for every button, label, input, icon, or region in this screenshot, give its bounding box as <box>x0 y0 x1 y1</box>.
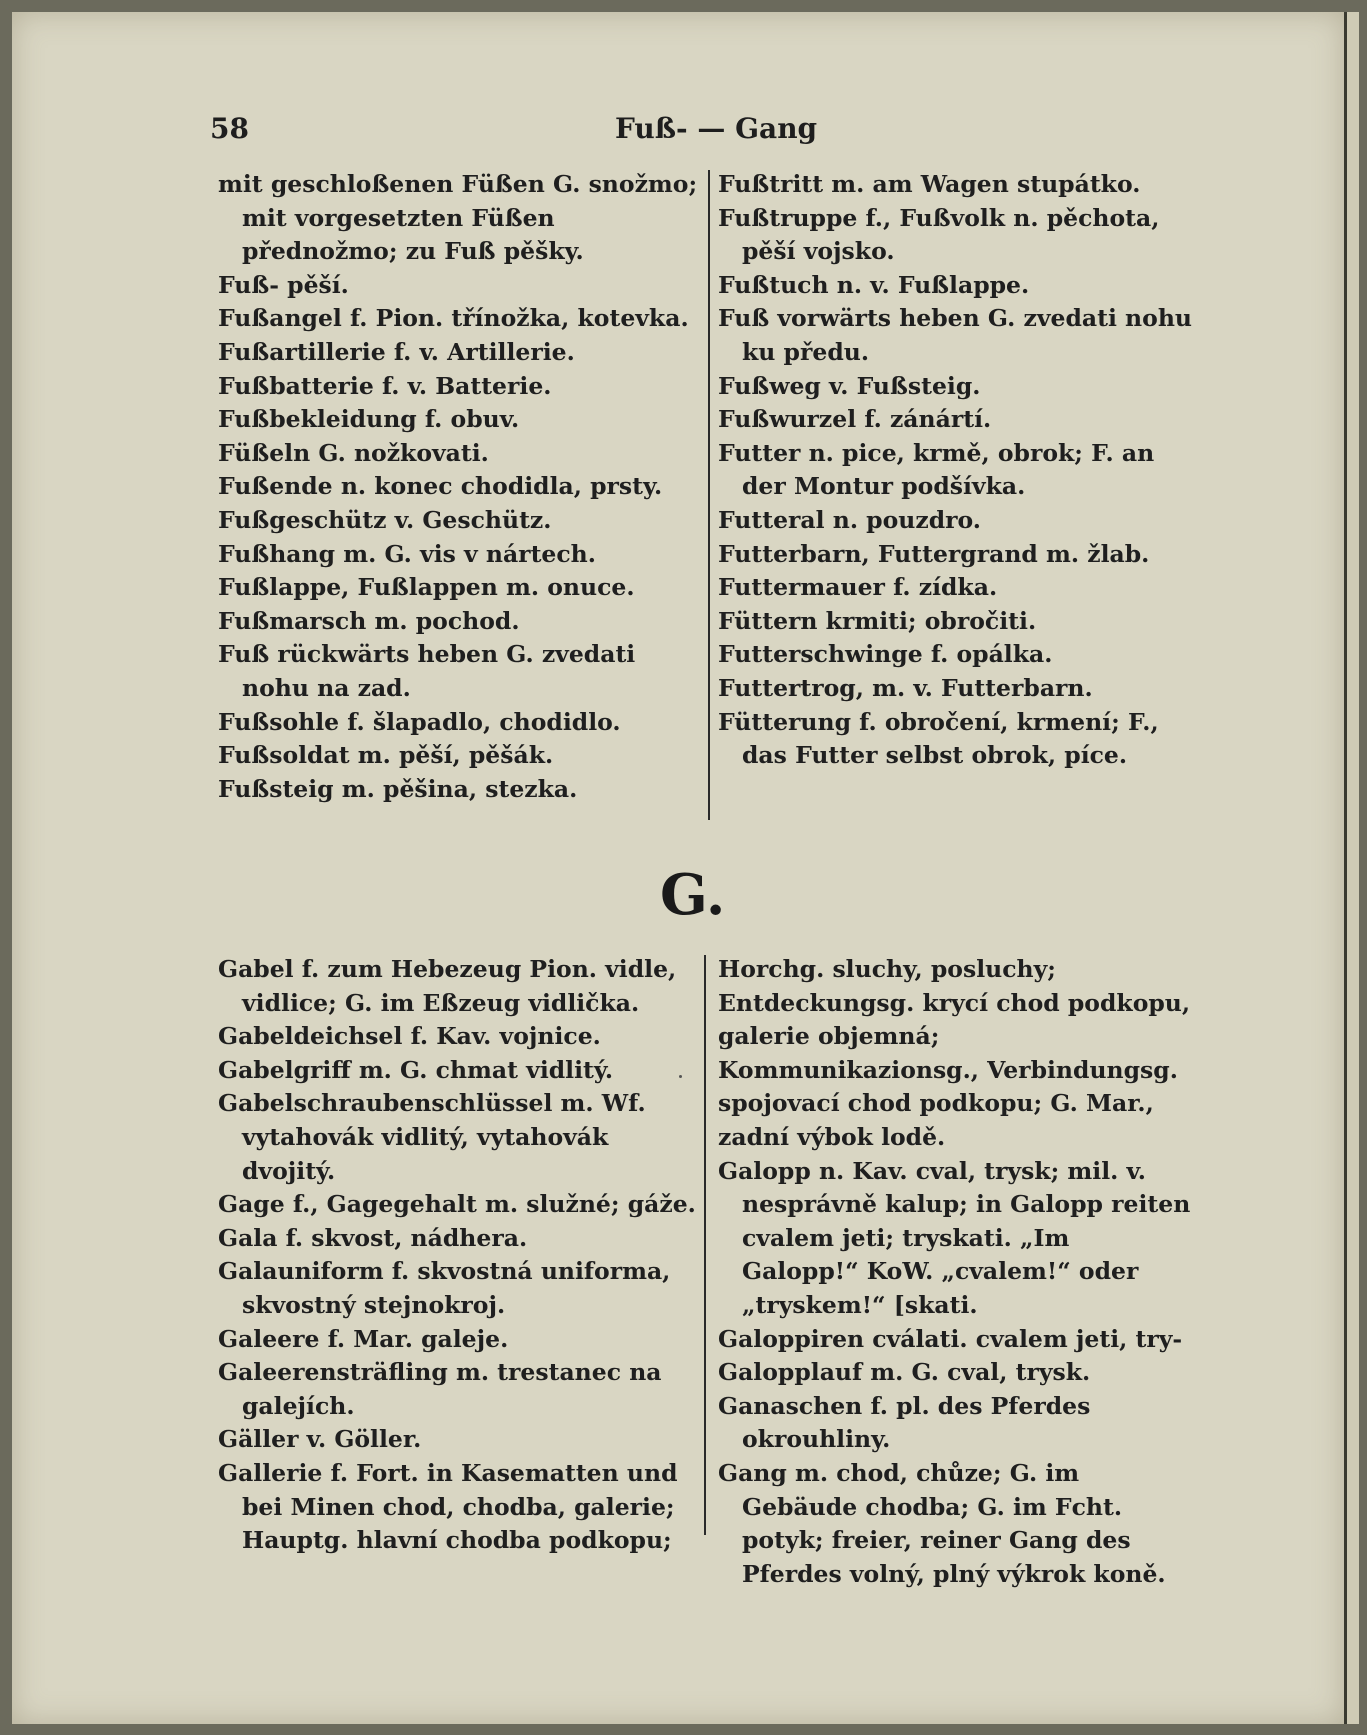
entry: Fußsteig m. pěšina, stezka. <box>218 774 578 803</box>
entry: Fußlappe, Fußlappen m. onuce. <box>218 573 635 602</box>
entry: Fuß- pěší. <box>218 270 349 299</box>
entry: Futtermauer f. zídka. <box>718 573 998 602</box>
entry: Futterschwinge f. opálka. <box>718 640 1053 669</box>
entry: Galeerensträfling m. trestanec na galejích. <box>218 1358 662 1420</box>
entry: Gabeldeichsel f. Kav. vojnice. <box>218 1022 601 1051</box>
entry: Gabelschraubenschlüssel m. Wf. vytahovák vidlitý, vytahovák dvojitý. <box>218 1089 646 1185</box>
entry: Gala f. skvost, nádhera. <box>218 1223 528 1252</box>
print-speck <box>679 1075 682 1078</box>
entry: Gabel f. zum Hebezeug Pion. vidle, vidlice; G. im Eßzeug vidlička. <box>218 955 677 1017</box>
entry: Fußende n. konec chodidla, prsty. <box>218 472 663 501</box>
page-edge <box>1344 12 1359 1724</box>
entry: Futteral n. pouzdro. <box>718 505 981 534</box>
column-divider <box>708 170 710 820</box>
entry: Fußtuch n. v. Fußlappe. <box>718 270 1030 299</box>
entry: Fußangel f. Pion. třínožka, kotevka. <box>218 304 689 333</box>
entry: Fußartillerie f. v. Artillerie. <box>218 337 575 366</box>
entry: Galauniform f. skvostná uniforma, skvostný stejnokroj. <box>218 1257 671 1319</box>
entry: Gang m. chod, chůze; G. im Gebäude chodba; G. im Fcht. potyk; freier, reiner Gang des Pferdes volný, plný výkrok koně. <box>718 1458 1166 1588</box>
entry: Fußweg v. Fußsteig. <box>718 371 981 400</box>
entry: Füttern krmiti; obročiti. <box>718 606 1037 635</box>
entry: Gäller v. Göller. <box>218 1425 422 1454</box>
entry: Fußmarsch m. pochod. <box>218 606 520 635</box>
column-top-right <box>718 168 1193 773</box>
entry: Futterbarn, Futtergrand m. žlab. <box>718 539 1150 568</box>
entry: Galopp n. Kav. cval, trysk; mil. v. nesprávně kalup; in Galopp reiten cvalem jeti; tryskati. „Im Galopp!“ KoW. „cvalem!“ oder „tryskem!“ [skati. <box>718 1156 1191 1319</box>
entry: Fußsoldat m. pěší, pěšák. <box>218 741 554 770</box>
entry: Fußbatterie f. v. Batterie. <box>218 371 552 400</box>
page-header <box>0 112 1367 152</box>
column-bottom-left <box>218 953 698 1558</box>
running-title: Fuß- — Gang <box>615 112 818 145</box>
entry: Gallerie f. Fort. in Kasematten und bei Minen chod, chodba, galerie; Hauptg. hlavní chodba podkopu; <box>218 1458 678 1555</box>
column-divider <box>704 955 706 1535</box>
entry: Füßeln G. nožkovati. <box>218 438 489 467</box>
entry: Futter n. pice, krmě, obrok; F. an der Montur podšívka. <box>718 438 1155 501</box>
page-number: 58 <box>210 112 249 145</box>
entry: Fußhang m. G. vis v nártech. <box>218 539 596 568</box>
entry: Fußgeschütz v. Geschütz. <box>218 505 552 534</box>
entry: Galopplauf m. G. cval, trysk. <box>718 1358 1091 1387</box>
section-letter: G. <box>660 862 726 928</box>
entry: Fußwurzel f. zánártí. <box>718 405 992 434</box>
entry: Fußtritt m. am Wagen stupátko. <box>718 170 1141 198</box>
entry: Horchg. sluchy, posluchy; Entdeckungsg. krycí chod podkopu, galerie objemná; Kommunikazionsg., Verbindungsg. spojovací chod podkopu; G. Mar., zadní výbok lodě. <box>718 955 1191 1151</box>
entry: Fuß vorwärts heben G. zvedati nohu ku předu. <box>718 304 1192 366</box>
entry: Galeere f. Mar. galeje. <box>218 1324 509 1353</box>
entry: Fütterung f. obročení, krmení; F., das Futter selbst obrok, píce. <box>718 707 1159 770</box>
entry: Fußsohle f. šlapadlo, chodidlo. <box>218 707 621 736</box>
entry: mit geschloßenen Füßen G. snožmo; mit vorgesetzten Füßen přednožmo; zu Fuß pěšky. <box>218 170 698 266</box>
entry: Ganaschen f. pl. des Pferdes okrouhliny. <box>718 1391 1091 1454</box>
entry: Gage f., Gagegehalt m. služné; gáže. <box>218 1190 696 1219</box>
entry: Futtertrog, m. v. Futterbarn. <box>718 673 1093 702</box>
entry: Gabelgriff m. G. chmat vidlitý. <box>218 1055 614 1084</box>
entry: Fußtruppe f., Fußvolk n. pěchota, pěší vojsko. <box>718 203 1160 266</box>
column-top-left <box>218 168 698 806</box>
column-bottom-right <box>718 953 1193 1591</box>
entry: Fuß rückwärts heben G. zvedati nohu na zad. <box>218 640 636 702</box>
entry: Fußbekleidung f. obuv. <box>218 405 520 434</box>
entry: Galoppiren cválati. cvalem jeti, try- <box>718 1324 1183 1353</box>
